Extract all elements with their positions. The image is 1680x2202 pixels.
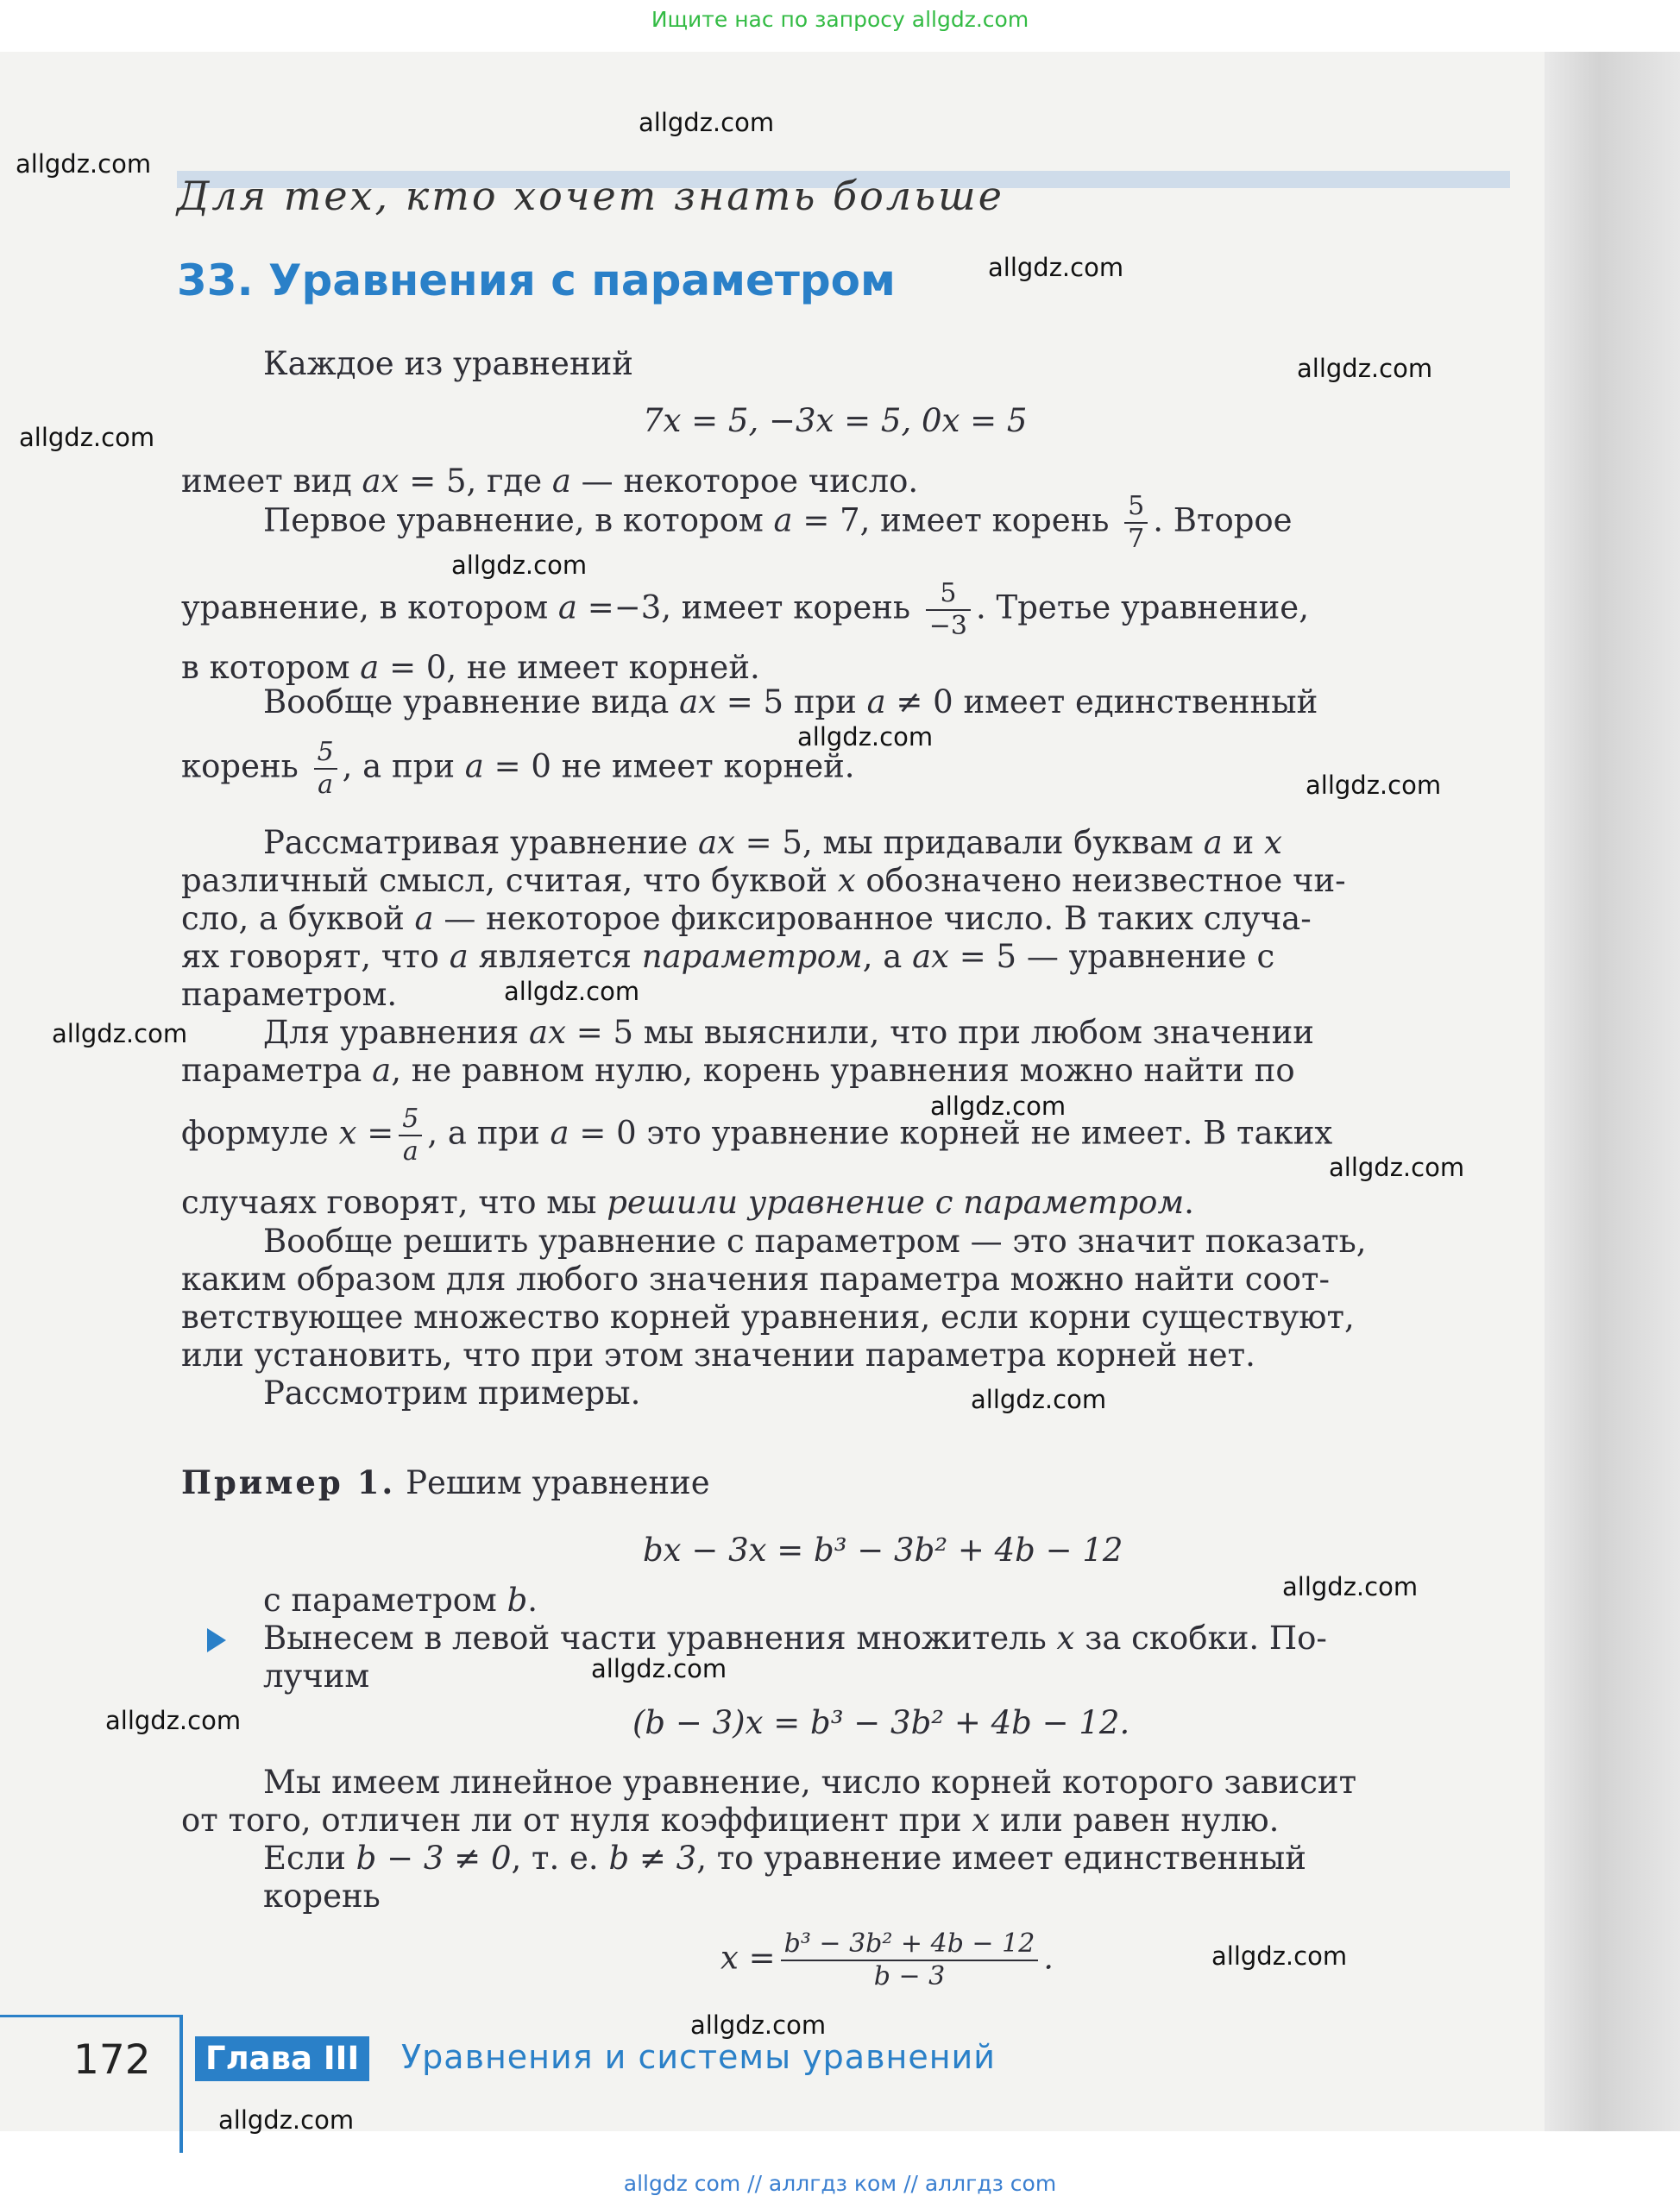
paragraph-line: Мы имеем линейное уравнение, число корней которого зависит bbox=[263, 1764, 1357, 1801]
paragraph-line: Первое уравнение, в котором a = 7, имеет корень $\frac{5}{7}$ . Второе bbox=[263, 491, 1293, 554]
paragraph-line: Рассматривая уравнение ax = 5, мы придавали буквам a и x bbox=[263, 824, 1282, 861]
paragraph-line: параметра a, не равном нулю, корень уравнения можно найти по bbox=[181, 1052, 1295, 1089]
paragraph-line: корень bbox=[263, 1878, 381, 1915]
fraction: $\frac{5}{a}$ bbox=[314, 739, 337, 798]
paragraph-line: Вынесем в левой части уравнения множитель x за скобки. По- bbox=[263, 1620, 1327, 1657]
paragraph-line: случаях говорят, что мы решили уравнение с параметром. bbox=[181, 1184, 1194, 1221]
paragraph-line: корень $\frac{5}{a}$ , а при a = 0 не имеет корней. bbox=[181, 737, 855, 800]
equation: bx − 3x = b³ − 3b² + 4b − 12 bbox=[643, 1532, 1123, 1569]
paragraph-line: с параметром b. bbox=[263, 1582, 538, 1619]
watermark: allgdz.com bbox=[1297, 354, 1433, 383]
watermark: allgdz.com bbox=[19, 423, 155, 452]
watermark: allgdz.com bbox=[690, 2010, 827, 2040]
watermark: allgdz.com bbox=[639, 108, 775, 137]
watermark: allgdz.com bbox=[52, 1019, 188, 1048]
chapter-label: Глава III bbox=[195, 2036, 369, 2081]
equation: (b − 3)x = b³ − 3b² + 4b − 12. bbox=[632, 1704, 1130, 1741]
fraction: $\frac{\text{b³ − 3b² + 4b − 12}}{b - 3}$ bbox=[781, 1931, 1039, 1990]
watermark: allgdz.com bbox=[504, 977, 640, 1006]
paragraph-line: ях говорят, что a является параметром, а ax = 5 — уравнение с bbox=[181, 938, 1275, 975]
section-kicker: Для тех, кто хочет знать больше bbox=[177, 173, 1004, 219]
watermark: allgdz.com bbox=[1306, 771, 1442, 800]
example-heading: Пример 1. Решим уравнение bbox=[181, 1463, 710, 1501]
fraction: $\frac{5}{a}$ bbox=[399, 1106, 422, 1165]
paragraph-line: имеет вид ax = 5, где a — некоторое число. bbox=[181, 462, 919, 500]
paragraph-line: от того, отличен ли от нуля коэффициент при x или равен нулю. bbox=[181, 1802, 1280, 1839]
footer-links[interactable]: allgdz com // аллгдз ком // аллгдз com bbox=[623, 2171, 1057, 2196]
paragraph-line: Каждое из уравнений bbox=[263, 345, 633, 382]
play-triangle-icon bbox=[207, 1628, 226, 1652]
paragraph-line: различный смысл, считая, что буквой x обозначено неизвестное чи- bbox=[181, 862, 1346, 899]
paragraph-line: Рассмотрим примеры. bbox=[263, 1375, 641, 1412]
paragraph-line: сло, а буквой a — некоторое фиксированное число. В таких случа- bbox=[181, 900, 1312, 937]
watermark: allgdz.com bbox=[797, 722, 934, 752]
watermark: allgdz.com bbox=[1211, 1941, 1348, 1971]
fraction: $\frac{5}{-3}$ bbox=[926, 581, 971, 639]
watermark: allgdz.com bbox=[105, 1706, 242, 1735]
page-title: 33. Уравнения с параметром bbox=[177, 255, 896, 305]
top-banner[interactable]: Ищите нас по запросу allgdz.com bbox=[651, 7, 1029, 32]
footer-rule bbox=[0, 2015, 183, 2017]
paragraph-line: Вообще решить уравнение с параметром — это значит показать, bbox=[263, 1223, 1367, 1260]
watermark: allgdz.com bbox=[988, 253, 1124, 282]
equation: x = $\frac{\text{b³ − 3b² + 4b − 12}}{b - 3}$ . bbox=[720, 1928, 1054, 1991]
watermark: allgdz.com bbox=[16, 149, 152, 179]
paragraph-line: уравнение, в котором a =−3, имеет корень $\frac{5}{-3}$ . Третье уравнение, bbox=[181, 578, 1309, 641]
paragraph-line: Для уравнения ax = 5 мы выяснили, что при любом значении bbox=[263, 1014, 1314, 1051]
watermark: allgdz.com bbox=[591, 1654, 727, 1683]
watermark: allgdz.com bbox=[1282, 1572, 1419, 1601]
page-edge-shadow bbox=[1545, 52, 1680, 2131]
paragraph-line: формуле x = $\frac{5}{a}$ , а при a = 0 это уравнение корней не имеет. В таких bbox=[181, 1104, 1333, 1167]
watermark: allgdz.com bbox=[218, 2105, 355, 2135]
paragraph-line: Вообще уравнение вида ax = 5 при a ≠ 0 имеет единственный bbox=[263, 683, 1318, 720]
paragraph-line: или установить, что при этом значении параметра корней нет. bbox=[181, 1337, 1255, 1374]
paragraph-line: ветствующее множество корней уравнения, если корни существуют, bbox=[181, 1299, 1355, 1336]
watermark: allgdz.com bbox=[971, 1385, 1107, 1414]
watermark: allgdz.com bbox=[1329, 1153, 1465, 1182]
paragraph-line: параметром. bbox=[181, 976, 398, 1013]
watermark: allgdz.com bbox=[930, 1092, 1067, 1121]
chapter-title: Уравнения и системы уравнений bbox=[401, 2038, 996, 2076]
footer-divider bbox=[179, 2015, 183, 2153]
paragraph-line: Если b − 3 ≠ 0, т. е. b ≠ 3, то уравнение имеет единственный bbox=[263, 1840, 1306, 1877]
fraction: $\frac{5}{7}$ bbox=[1124, 494, 1148, 552]
equation: 7x = 5, −3x = 5, 0x = 5 bbox=[643, 402, 1028, 439]
paragraph-line: лучим bbox=[263, 1658, 370, 1695]
page-number: 172 bbox=[73, 2036, 151, 2084]
paragraph-line: в котором a = 0, не имеет корней. bbox=[181, 649, 760, 686]
watermark: allgdz.com bbox=[451, 550, 588, 580]
paragraph-line: каким образом для любого значения параметра можно найти соот- bbox=[181, 1261, 1330, 1298]
